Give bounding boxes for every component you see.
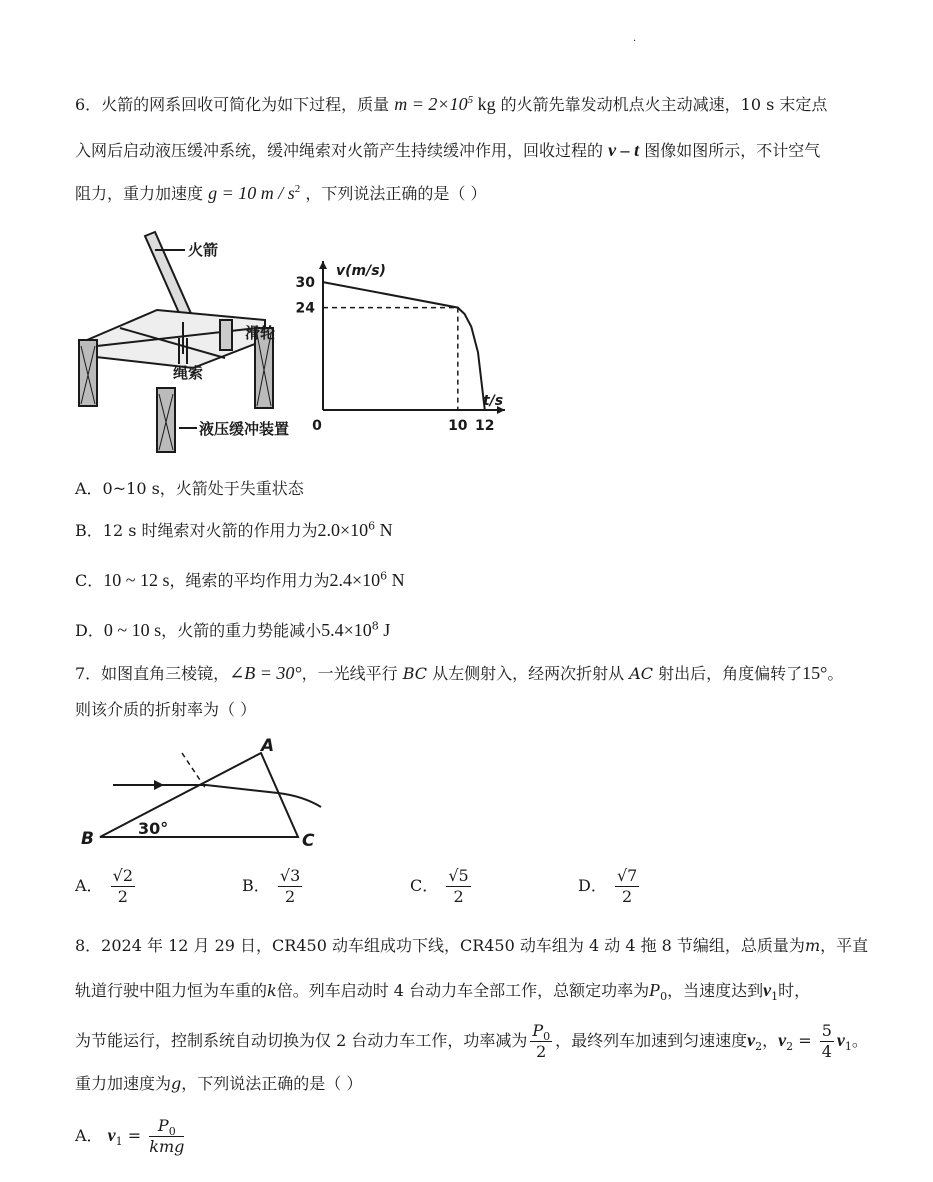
option-value: 2.4×10 xyxy=(329,570,381,590)
q6-line3 xyxy=(75,182,486,205)
y-axis-label: v(m/s) xyxy=(336,263,386,279)
label-rocket: 火箭 xyxy=(188,241,219,259)
option-fraction xyxy=(278,866,302,907)
denominator: kmg xyxy=(149,1137,185,1156)
denominator: 4 xyxy=(821,1042,832,1061)
q6-text: 阻力，重力加速度 xyxy=(75,184,204,203)
y-tick-24: 24 xyxy=(295,300,315,317)
prism-figure xyxy=(78,733,328,853)
q8-line3 xyxy=(75,1020,868,1062)
denominator: 2 xyxy=(622,887,633,906)
option-fraction xyxy=(615,866,639,907)
label-pulley: 滑轮 xyxy=(245,324,276,342)
p0-sub: 0 xyxy=(543,1030,551,1044)
option-text: B．12 s 时绳索对火箭的作用力为 xyxy=(75,521,318,540)
option-unit: N xyxy=(387,570,405,590)
q6-line2 xyxy=(75,139,820,162)
option-letter: D． xyxy=(75,621,104,640)
sqrt-sign: √ xyxy=(112,866,123,885)
side-ac: AC xyxy=(629,664,654,683)
option-letter: A． xyxy=(75,1126,103,1145)
denominator: 2 xyxy=(453,887,464,906)
option-unit: J xyxy=(378,620,391,640)
equals: = xyxy=(127,1126,147,1145)
option-text: ，火箭的重力势能减小 xyxy=(161,621,322,640)
angle-b: ∠B = 30° xyxy=(229,663,302,683)
sqrt-sign: √ xyxy=(279,866,291,885)
option-text: A．0~10 s，火箭处于失重状态 xyxy=(75,479,304,498)
vt-symbol: v – t xyxy=(608,140,640,160)
numerator: 5 xyxy=(821,1021,832,1040)
g-symbol: g xyxy=(171,1074,182,1093)
q8-text: 重力加速度为 xyxy=(75,1074,172,1093)
q8-text: 倍。列车启动时 4 台动力车全部工作，总额定功率为 xyxy=(276,981,650,1000)
side-bc: BC xyxy=(402,664,428,683)
q7-text: ，一光线平行 xyxy=(301,664,398,683)
option-text: ，绳索的平均作用力为 xyxy=(169,571,330,590)
sqrt-sign: √ xyxy=(616,866,628,885)
option-exp: 8 xyxy=(371,619,379,633)
angle-30-label: 30° xyxy=(138,819,169,838)
x-axis-label: t/s xyxy=(483,393,504,409)
denominator: 2 xyxy=(536,1042,547,1061)
q7-text: 则该介质的折射率为（ ） xyxy=(75,700,257,719)
refracted-ray xyxy=(206,785,321,807)
p0-sub: 0 xyxy=(168,1125,176,1139)
radicand: 2 xyxy=(122,866,134,885)
denominator: 2 xyxy=(117,887,128,906)
q8-line1 xyxy=(75,935,868,957)
v1-symbol: v xyxy=(763,980,772,1000)
vt-chart xyxy=(290,255,515,440)
velocity-curve xyxy=(323,282,485,410)
q8-text: 轨道行驶中阻力恒为车重的 xyxy=(75,981,268,1000)
radicand: 5 xyxy=(458,866,469,885)
q6-text: 图像如图所示，不计空气 xyxy=(644,141,821,160)
y-tick-30: 30 xyxy=(295,275,315,292)
label-hydraulic: 液压缓冲装置 xyxy=(199,420,290,438)
q8-text: ，最终列车加速到匀速速度 xyxy=(555,1031,748,1050)
option-exp: 6 xyxy=(380,569,388,583)
option-letter: C． xyxy=(75,571,104,590)
v2-sub: 2 xyxy=(786,1040,794,1054)
option-fraction xyxy=(446,866,470,907)
q8-text: 为节能运行，控制系统自动切换为仅 2 台动力车工作，功率减为 xyxy=(75,1031,528,1050)
v1-sub: 1 xyxy=(115,1135,123,1149)
v2-sub: 2 xyxy=(755,1040,763,1054)
q8-text: ，下列说法正确的是（ ） xyxy=(181,1074,363,1093)
p0-symbol: P xyxy=(157,1116,169,1135)
g-eq: g = 10 m / s xyxy=(208,183,295,203)
k-symbol: k xyxy=(267,981,277,1000)
option-fraction xyxy=(111,866,135,907)
mass-exp: 5 xyxy=(467,94,474,106)
option-letter: C． xyxy=(410,876,439,895)
q7-text: 。 xyxy=(827,664,844,683)
q8-sep: ， xyxy=(762,1031,779,1050)
rocket-body xyxy=(145,232,193,322)
q7-option-a[interactable] xyxy=(75,866,138,907)
v1-symbol: v xyxy=(107,1125,116,1145)
stray-dot: · xyxy=(633,36,637,47)
option-letter: A． xyxy=(75,876,103,895)
equals: = xyxy=(793,1031,817,1050)
prism-triangle xyxy=(100,753,298,837)
denominator: 2 xyxy=(284,887,296,906)
radicand: 3 xyxy=(290,866,301,885)
option-value: 2.0×10 xyxy=(317,520,369,540)
mass-eq: m = 2×10 xyxy=(394,94,468,114)
vertex-b: B xyxy=(81,829,94,849)
mass-unit: kg xyxy=(473,94,496,114)
q7-line1 xyxy=(75,662,843,685)
q6-text: 入网后启动液压缓冲系统，缓冲绳索对火箭产生持续缓冲作用，回收过程的 xyxy=(75,141,604,160)
q6-line1 xyxy=(75,93,827,116)
p0-symbol: P xyxy=(649,980,661,1000)
x-tick-12: 12 xyxy=(475,418,495,434)
normal-line xyxy=(182,753,206,789)
q8-text: 。 xyxy=(851,1031,868,1050)
y-axis-arrow xyxy=(319,261,327,269)
option-fraction xyxy=(149,1116,184,1157)
q7-text: 7．如图直角三棱镜， xyxy=(75,664,230,683)
gravity-eq xyxy=(208,183,300,203)
ray-arrow xyxy=(154,780,164,790)
q6-option-c[interactable] xyxy=(75,568,405,591)
q7-option-c[interactable] xyxy=(410,866,474,907)
option-unit: N xyxy=(375,520,393,540)
v1-sub: 1 xyxy=(844,1040,852,1054)
x-tick-10: 10 xyxy=(448,418,468,434)
q7-text: 射出后，角度偏转了 xyxy=(658,664,803,683)
g-exp: 2 xyxy=(294,183,301,195)
rocket-net-figure xyxy=(75,228,310,453)
q6-text: ，下列说法正确的是（ ） xyxy=(305,184,487,203)
q6-option-b[interactable] xyxy=(75,518,393,541)
q7-text: 从左侧射入，经两次折射从 xyxy=(432,664,625,683)
q6-text: 6．火箭的网系回收可简化为如下过程，质量 xyxy=(75,95,390,114)
q7-option-b[interactable] xyxy=(242,866,305,907)
v1-sub: 1 xyxy=(771,990,779,1004)
q7-option-d[interactable] xyxy=(578,866,642,907)
option-time: 0 ~ 10 s xyxy=(103,620,162,640)
q8-line2 xyxy=(75,979,810,1002)
vertex-a: A xyxy=(261,736,275,756)
q8-text: ，当速度达到 xyxy=(667,981,764,1000)
vertex-c: C xyxy=(302,831,315,851)
radicand: 7 xyxy=(627,866,638,885)
q7-line2 xyxy=(75,699,256,721)
p0-half-fraction xyxy=(530,1021,552,1062)
option-exp: 6 xyxy=(368,519,376,533)
q8-option-a[interactable] xyxy=(75,1116,187,1157)
option-value: 5.4×10 xyxy=(321,620,372,640)
mass-symbol: m xyxy=(804,936,821,955)
q6-text: 的火箭先靠发动机点火主动减速，10 s 末定点 xyxy=(500,95,828,114)
q6-option-d[interactable] xyxy=(75,618,390,641)
q6-option-a[interactable] xyxy=(75,476,304,499)
option-time: 10 ~ 12 s xyxy=(103,570,170,590)
q6-mass xyxy=(394,94,473,114)
sqrt-sign: √ xyxy=(448,866,459,885)
deviation-angle: 15° xyxy=(802,663,828,683)
p0-sub: 0 xyxy=(660,990,668,1004)
label-rope: 绳索 xyxy=(173,364,204,382)
v2-symbol: v xyxy=(778,1030,787,1050)
v1-symbol: v xyxy=(836,1030,845,1050)
five-quarters xyxy=(820,1021,834,1062)
option-letter: B． xyxy=(242,876,270,895)
q8-line4 xyxy=(75,1073,362,1095)
platform xyxy=(87,310,265,368)
p0-symbol: P xyxy=(532,1021,544,1040)
x-tick-0: 0 xyxy=(312,418,322,434)
q8-text: 时， xyxy=(778,981,811,1000)
v2-symbol: v xyxy=(747,1030,756,1050)
q8-text: ，平直 xyxy=(820,936,869,955)
q8-text: 8．2024 年 12 月 29 日，CR450 动车组成功下线，CR450 动车组为 4 动 4 拖 8 节编组，总质量为 xyxy=(75,936,805,955)
option-letter: D． xyxy=(578,876,607,895)
